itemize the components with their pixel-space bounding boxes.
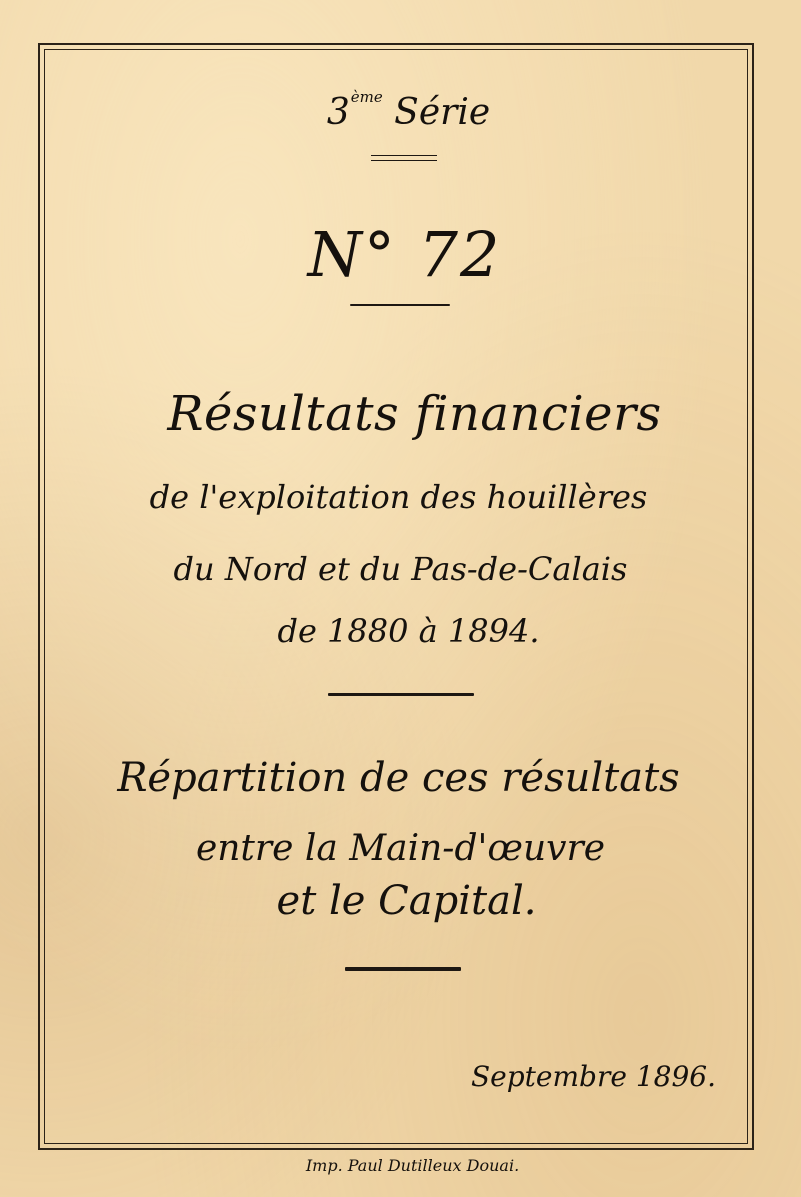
publication-date: Septembre 1896. — [471, 1060, 716, 1093]
series-label: Série — [394, 92, 491, 133]
subtitle-line: de l'exploitation des houillères — [149, 478, 648, 516]
second-line: entre la Main-d'œuvre — [195, 828, 606, 869]
series-number: 3 — [326, 92, 350, 133]
divider-series-1 — [371, 155, 437, 156]
second-line: et le Capital. — [276, 878, 537, 924]
divider-series-2 — [371, 160, 437, 161]
second-title: Répartition de ces résultats — [117, 755, 680, 801]
issue-number: N° 72 — [307, 218, 502, 291]
series-heading — [8, 88, 801, 133]
main-title: Résultats financiers — [167, 386, 662, 442]
printer-imprint: Imp. Paul Dutilleux Douai. — [305, 1156, 520, 1175]
subtitle-line: du Nord et du Pas-de-Calais — [173, 550, 628, 588]
divider-middle — [328, 693, 474, 696]
divider-number — [350, 304, 450, 306]
page-border-inner — [44, 49, 748, 1144]
divider-bottom — [345, 967, 461, 971]
subtitle-line: de 1880 à 1894. — [277, 612, 540, 650]
series-ordinal: ème — [350, 88, 383, 106]
